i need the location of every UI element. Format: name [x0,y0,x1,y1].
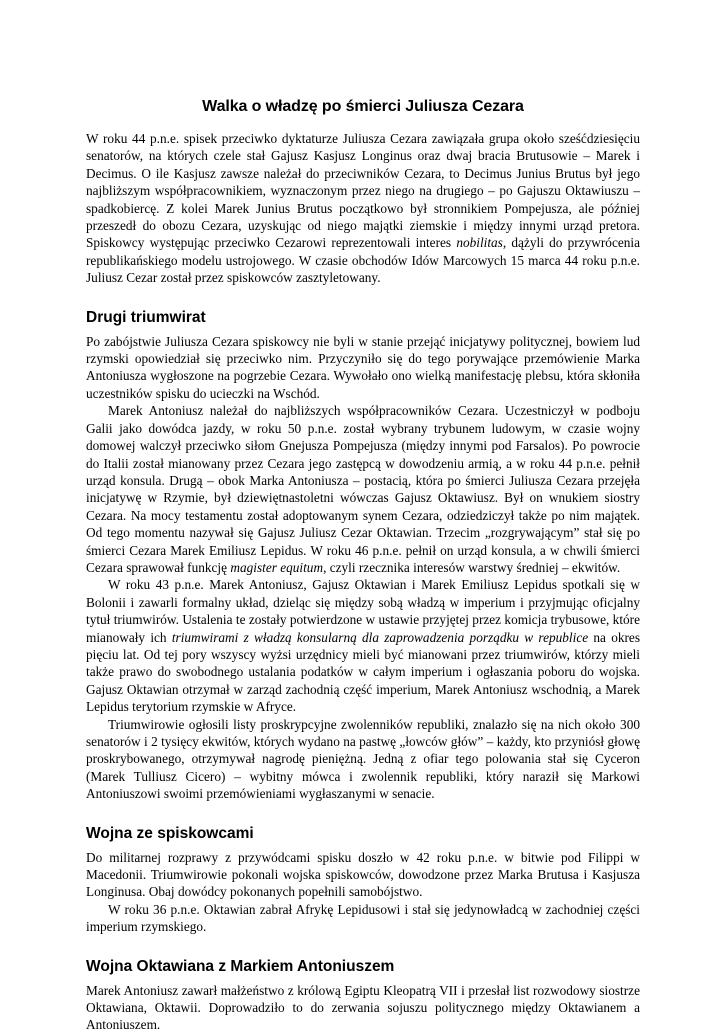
page-title: Walka o władzę po śmierci Juliusza Cezara [202,98,524,115]
italic-term: triumwirami z władzą konsularną dla zaprowadzenia porządku w republice [171,629,589,645]
paragraph [86,576,640,715]
italic-term: magister equitum [230,559,324,575]
intro-paragraph [86,130,640,287]
section-heading: Wojna Oktawiana z Markiem Antoniuszem [86,957,395,975]
paragraph: Do militarnej rozprawy z przywódcami spisku doszło w 42 roku p.n.e. w bitwie pod Filippi w Macedonii. Triumwirowie pokonali wojska spiskowców, dowodzone przez Marka Brutusa i Kasjusza Longinusa. Obaj dowódcy pokonanych popełnili samobójstwo. [86,849,640,900]
section-drugi-triumwirat [86,309,640,803]
section-wojna-oktawiana [86,958,640,1034]
paragraph: Marek Antoniusz zawarł małżeństwo z królową Egiptu Kleopatrą VII i przesłał list rozwodowy siostrze Oktawiana, Oktawii. Doprowadziło to do zerwania sojuszu politycznego między Oktawianem a Antoniuszem. [86,982,640,1033]
document-page [86,98,640,1034]
paragraph: Triumwirowie ogłosili listy proskrypcyjne zwolenników republiki, znalazło się na nich około 300 senatorów i 2 tysięcy ekwitów, których wydano na pastwę „łowców głów” – każdy, kto przyniósł głowę proskrybowanego, otrzymywał nagrodę pieniężną. Jedną z ofiar tego polowania stał się Cyceron (Marek Tulliusz Cicero) – wybitny mówca i zwolennik republiki, który naraził się Markowi Antoniuszowi swoimi przemówieniami wygłaszanymi w senacie. [86,716,640,802]
paragraph-text: , czyli rzecznika interesów warstwy średniej – ekwitów. [323,559,621,575]
paragraph [86,402,640,576]
paragraph: W roku 36 p.n.e. Oktawian zabrał Afrykę Lepidusowi i stał się jedynowładcą w zachodniej części imperium rzymskiego. [86,901,640,935]
intro-italic-term: nobilitas [456,235,503,251]
paragraph: Po zabójstwie Juliusza Cezara spiskowcy nie byli w stanie przejąć inicjatywy politycznej, bowiem lud rzymski opowiedział się przeciwko nim. Przyczyniło się do tego porywające przemówienie Marka Antoniusza wygłoszone na pogrzebie Cezara. Wywołało ono wielką manifestację plebsu, która skłoniła uczestników spisku do ucieczki na Wschód. [86,333,640,401]
section-wojna-ze-spiskowcami [86,825,640,936]
intro-text: W roku 44 p.n.e. spisek przeciwko dyktaturze Juliusza Cezara zawiązała grupa około sześćdziesięciu senatorów, na których czele stał Gajusz Kasjusz Longinus oraz dwaj bracia Brutusowie – Marek i Decimus. O ile Kasjusz zawsze należał do przeciwników Cezara, to Decimus Junius Brutus był jego najbliższym współpracownikiem, wyznaczonym przez niego na drugiego – po Gajuszu Oktawiuszu – spadkobiercę. Z kolei Marek Junius Brutus początkowo był stronnikiem Pompejusza, ale później przeszedł do obozu Cezara, uzyskując od niego majątki ziemskie i między innymi urząd pretora. Spiskowcy występując przeciwko Cezarowi reprezentowali interes [86,131,640,251]
section-heading: Drugi triumwirat [86,308,206,326]
paragraph-text: na okres pięciu lat. Od tej pory wszyscy wyżsi urzędnicy mieli być mianowani przez triumwirów, którzy mieli także prawo do swobodnego ustalania podatków w całym imperium i ogłaszania poboru do wojska. Gajusz Oktawian otrzymał w zarząd zachodnią część imperium, Marek Antoniusz wschodnią, a Marek Lepidus terytorium rzymskie w Afryce. [86,629,640,715]
paragraph-text: W roku 43 p.n.e. Marek Antoniusz, Gajusz Oktawian i Marek Emiliusz Lepidus spotkali się w Bolonii i zawarli formalny układ, dzieląc się między sobą władzą w imperium i przyjmując oficjalny tytuł triumwirów. Ustalenia te zostały potwierdzone w ustawie przyjętej przez komicja trybusowe, które mianowały ich [86,577,640,645]
paragraph-text: Marek Antoniusz należał do najbliższych współpracowników Cezara. Uczestniczył w podboju Galii jako dowódca jazdy, w roku 50 p.n.e. został wybrany trybunem ludowym, w czasie wojny domowej walczył przeciwko siłom Gnejusza Pompejusza (między innymi pod Farsalos). Po powrocie do Italii został mianowany przez Cezara jego zastępcą w dowodzeniu armią, a w roku 44 p.n.e. pełnił urząd konsula. Drugą – obok Marka Antoniusza – postacią, która po śmierci Juliusza Cezara przejęła inicjatywę w Rzymie, był dziewiętnastoletni wówczas Gajusz Oktawiusz. Był on wnukiem siostry Cezara. Na mocy testamentu został adoptowanym synem Cezara, odziedziczył także po nim majątek. Od tego momentu nazywał się Gajusz Juliusz Cezar Oktawian. Trzecim „rozgrywającym” stał się po śmierci Cezara Marek Emiliusz Lepidus. W roku 46 p.n.e. pełnił on urząd konsula, a w chwili śmierci Cezara sprawował funkcję [86,403,640,575]
intro-text-after: , dążyli do przywrócenia republikańskiego modelu ustrojowego. W czasie obchodów Idów Marcowych 15 marca 44 roku p.n.e. Juliusz Cezar został przez spiskowców zasztyletowany. [86,235,641,286]
section-heading: Wojna ze spiskowcami [86,824,254,842]
